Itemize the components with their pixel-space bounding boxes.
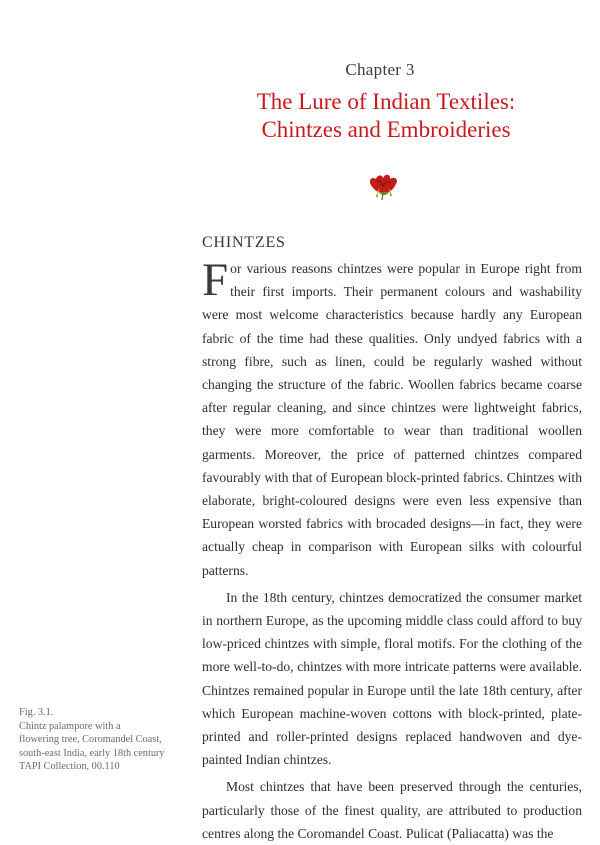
chapter-label: Chapter 3 xyxy=(345,60,415,79)
body-text xyxy=(202,254,582,845)
paragraph: Most chintzes that have been preserved through the centuries, particularly those of the finest quality, are attributed to production centres along the Coromandel Coast. Pulicat (Paliacatta) was the xyxy=(202,779,582,841)
paragraph-text: or various reasons chintzes were popular in Europe right from their first imports. Their permanent colours and washability were most welcome characteristics because hardly any European fabric of the time had these qualities. Only undyed fabrics with a strong fibre, such as linen, could be regularly washed without changing the structure of the fabric. Woollen fabrics became coarse after regular cleaning, and since chintzes were lightweight fabrics, they were more comfortable to wear than traditional woollen garments. Moreover, the price of patterned chintzes compared favourably with that of European block-printed fabrics. Chintzes with elaborate, bright-coloured designs were even less expensive than European worsted fabrics with brocaded designs—in fact, they were actually cheap in comparison with European silks with colourful patterns. xyxy=(202,261,582,578)
flower-ornament-icon xyxy=(367,172,401,204)
paragraph: In the 18th century, chintzes democratized the consumer market in northern Europe, as the upcoming middle class could afford to buy low-priced chintzes with simple, floral motifs. For the clothing of the more well-to-do, chintzes with more intricate patterns were available. Chintzes remained popular in Europe until the late 18th century, after which European machine-woven cottons with block-printed, plate-printed and roller-printed designs replaced handwoven and dye-painted Indian chintzes. xyxy=(202,589,582,768)
figure-caption xyxy=(19,706,194,774)
chapter-title-line-2: Chintzes and Embroideries xyxy=(261,117,511,142)
chapter-title xyxy=(200,88,572,144)
caption-line: flowering tree, Coromandel Coast, xyxy=(19,734,162,746)
paragraph xyxy=(202,254,582,582)
caption-line: TAPI Collection, 00.110 xyxy=(19,761,120,773)
caption-line: Fig. 3.1. xyxy=(19,707,54,718)
caption-line: south-east India, early 18th century xyxy=(19,747,165,759)
chapter-title-line-1: The Lure of Indian Textiles: xyxy=(256,89,516,114)
drop-cap: F xyxy=(202,254,229,306)
section-heading: CHINTZES xyxy=(202,234,286,251)
caption-line: Chintz palampore with a xyxy=(19,720,121,732)
